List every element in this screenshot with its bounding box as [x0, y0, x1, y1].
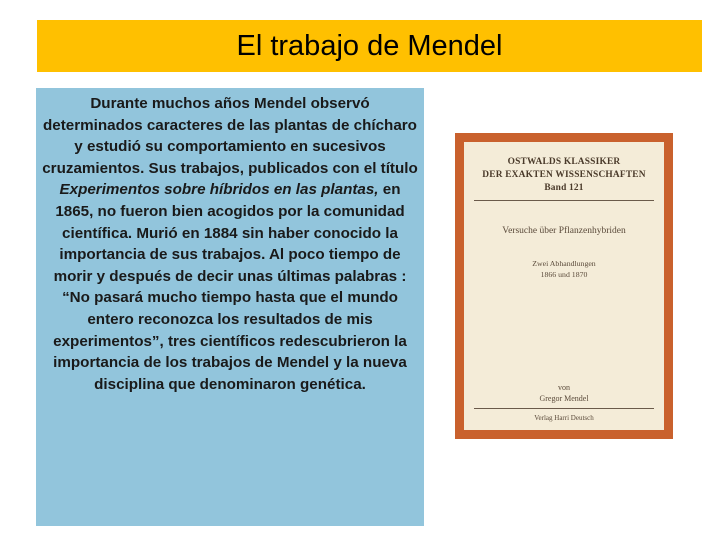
book-subtitle-line2: 1866 und 1870	[540, 270, 588, 279]
book-series-line1: OSTWALDS KLASSIKER	[507, 157, 621, 167]
book-cover-image	[455, 133, 673, 439]
book-subtitle-line1: Zwei Abhandlungen	[532, 259, 596, 268]
title-bar	[37, 20, 702, 72]
book-author-block	[464, 382, 664, 404]
book-rule-bottom	[474, 408, 654, 409]
body-text-italic-title: Experimentos sobre híbridos en las plantas,	[59, 181, 379, 199]
book-series-line2: DER EXAKTEN WISSENSCHAFTEN	[482, 170, 646, 180]
text-box	[36, 88, 424, 526]
slide-title: El trabajo de Mendel	[236, 29, 503, 62]
book-cover-page	[464, 142, 664, 430]
book-author: Gregor Mendel	[539, 394, 589, 403]
body-text-part1: Durante muchos años Mendel observó determinados caracteres de las plantas de chícharo y estudió su comportamiento en sucesivos cruzamientos. Sus trabajos, publicados con el título	[42, 95, 418, 177]
body-text	[42, 93, 418, 395]
body-text-part2: en 1865, no fueron bien acogidos por la comunidad científica. Murió en 1884 sin haber conocido la importancia de sus trabajos. Al poco tiempo de morir y después de decir unas últimas palabras : “No pasará mucho tiempo hasta que el mundo entero reconozca los resultados de mis experimentos”, tres científicos redescubrieron la importancia de los trabajos de Mendel y la nueva disciplina que denominaron genética.	[53, 181, 407, 393]
book-rule-top	[474, 200, 654, 201]
book-von: von	[558, 383, 570, 392]
book-publisher: Verlag Harri Deutsch	[534, 414, 594, 422]
book-subtitle	[464, 258, 664, 280]
book-title: Versuche über Pflanzenhybriden	[502, 226, 626, 236]
book-series-header	[464, 156, 664, 195]
book-volume: Band 121	[544, 183, 584, 193]
